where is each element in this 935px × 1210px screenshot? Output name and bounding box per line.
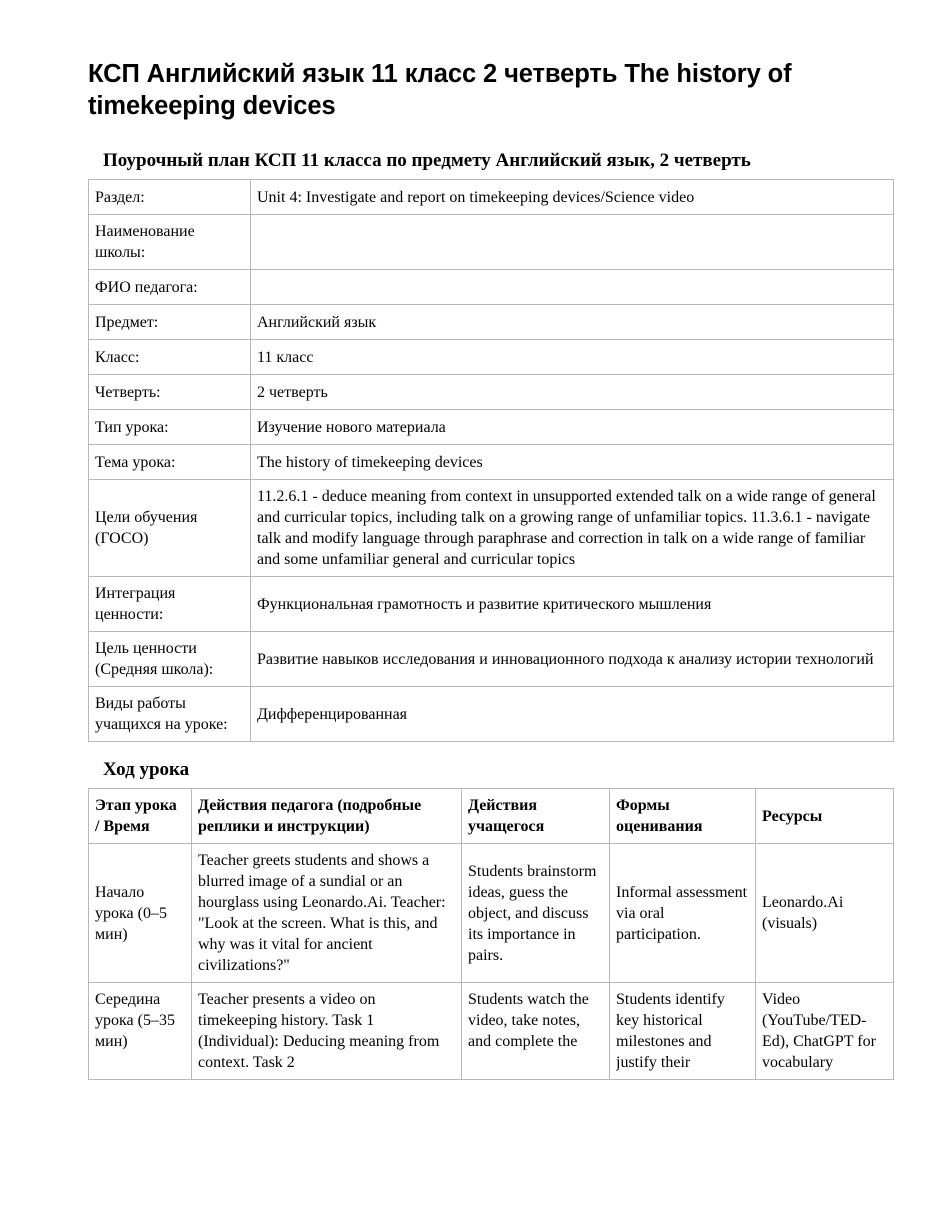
info-row-lesson-type (89, 410, 894, 445)
info-label: Предмет: (89, 305, 251, 340)
info-row-section (89, 180, 894, 215)
lesson-cell-stage (89, 983, 192, 1080)
lesson-info-table (88, 179, 894, 742)
info-row-values-goal (89, 632, 894, 687)
info-row-school (89, 215, 894, 270)
cell-text: Teacher presents a video on timekeeping history. Task 1 (Individual): Deducing meaning from context. Task 2 (198, 991, 440, 1071)
info-row-teacher (89, 270, 894, 305)
info-label: Цель ценности (Средняя школа): (89, 632, 251, 687)
info-value (251, 215, 894, 270)
lesson-section-title: Ход урока (103, 759, 190, 780)
column-header-stage: Этап урока / Время (89, 789, 192, 844)
info-label: Тема урока: (89, 445, 251, 480)
lesson-header-row (89, 789, 894, 844)
info-row-learning-objectives (89, 480, 894, 577)
lesson-cell-teacher-actions (192, 983, 462, 1080)
info-label: Интеграция ценности: (89, 577, 251, 632)
info-value: Unit 4: Investigate and report on timekeeping devices/Science video (251, 180, 894, 215)
info-label: Класс: (89, 340, 251, 375)
column-header-resources: Ресурсы (756, 789, 894, 844)
info-label: Виды работы учащихся на уроке: (89, 687, 251, 742)
info-label: Тип урока: (89, 410, 251, 445)
lesson-cell-student-actions: Students brainstorm ideas, guess the object, and discuss its importance in pairs. (462, 844, 610, 983)
column-header-student-actions: Действия учащегося (462, 789, 610, 844)
info-label: Четверть: (89, 375, 251, 410)
cell-text: Students watch the video, take notes, and complete the (468, 991, 589, 1050)
info-value: Функциональная грамотность и развитие критического мышления (251, 577, 894, 632)
plan-subtitle: Поурочный план КСП 11 класса по предмету Английский язык, 2 четверть (103, 150, 751, 171)
info-label: ФИО педагога: (89, 270, 251, 305)
lesson-cell-assessment: Informal assessment via oral participation. (610, 844, 756, 983)
column-header-teacher-actions: Действия педагога (подробные реплики и инструкции) (192, 789, 462, 844)
info-row-lesson-topic (89, 445, 894, 480)
info-value: 11 класс (251, 340, 894, 375)
page-title: КСП Английский язык 11 класс 2 четверть The history of timekeeping devices (88, 60, 792, 120)
info-value: Английский язык (251, 305, 894, 340)
table-row (89, 983, 894, 1080)
lesson-cell-assessment (610, 983, 756, 1080)
info-label: Наименование школы: (89, 215, 251, 270)
lesson-cell-teacher-actions: Teacher greets students and shows a blurred image of a sundial or an hourglass using Leonardo.Ai. Teacher: "Look at the screen. What is this, and why was it vital for ancient civilizations?" (192, 844, 462, 983)
document-page (88, 58, 893, 1080)
info-value: Дифференцированная (251, 687, 894, 742)
column-header-assessment: Формы оценивания (610, 789, 756, 844)
info-row-work-types (89, 687, 894, 742)
info-label: Раздел: (89, 180, 251, 215)
info-value: The history of timekeeping devices (251, 445, 894, 480)
info-value (251, 270, 894, 305)
lesson-cell-resources (756, 983, 894, 1080)
info-row-values-integration (89, 577, 894, 632)
table-row (89, 844, 894, 983)
lesson-cell-stage: Начало урока (0–5 мин) (89, 844, 192, 983)
cell-text: Students identify key historical milestones and justify their (616, 991, 725, 1071)
info-value: Изучение нового материала (251, 410, 894, 445)
lesson-flow-table (88, 788, 894, 1080)
lesson-cell-resources: Leonardo.Ai (visuals) (756, 844, 894, 983)
info-row-quarter (89, 375, 894, 410)
info-value: Развитие навыков исследования и инновационного подхода к анализу истории технологий (251, 632, 894, 687)
cell-text: Середина урока (5–35 мин) (95, 991, 175, 1050)
info-label: Цели обучения (ГОСО) (89, 480, 251, 577)
lesson-cell-student-actions (462, 983, 610, 1080)
info-value: 2 четверть (251, 375, 894, 410)
info-value: 11.2.6.1 - deduce meaning from context in unsupported extended talk on a wide range of general and curricular topics, including talk on a growing range of unfamiliar topics. 11.3.6.1 - navigate talk and modify language through paraphrase and correction in talk on a wide range of familiar and some unfamiliar general and curricular topics (251, 480, 894, 577)
cell-text: Video (YouTube/TED-Ed), ChatGPT for vocabulary (762, 991, 876, 1071)
info-row-subject (89, 305, 894, 340)
info-row-grade (89, 340, 894, 375)
